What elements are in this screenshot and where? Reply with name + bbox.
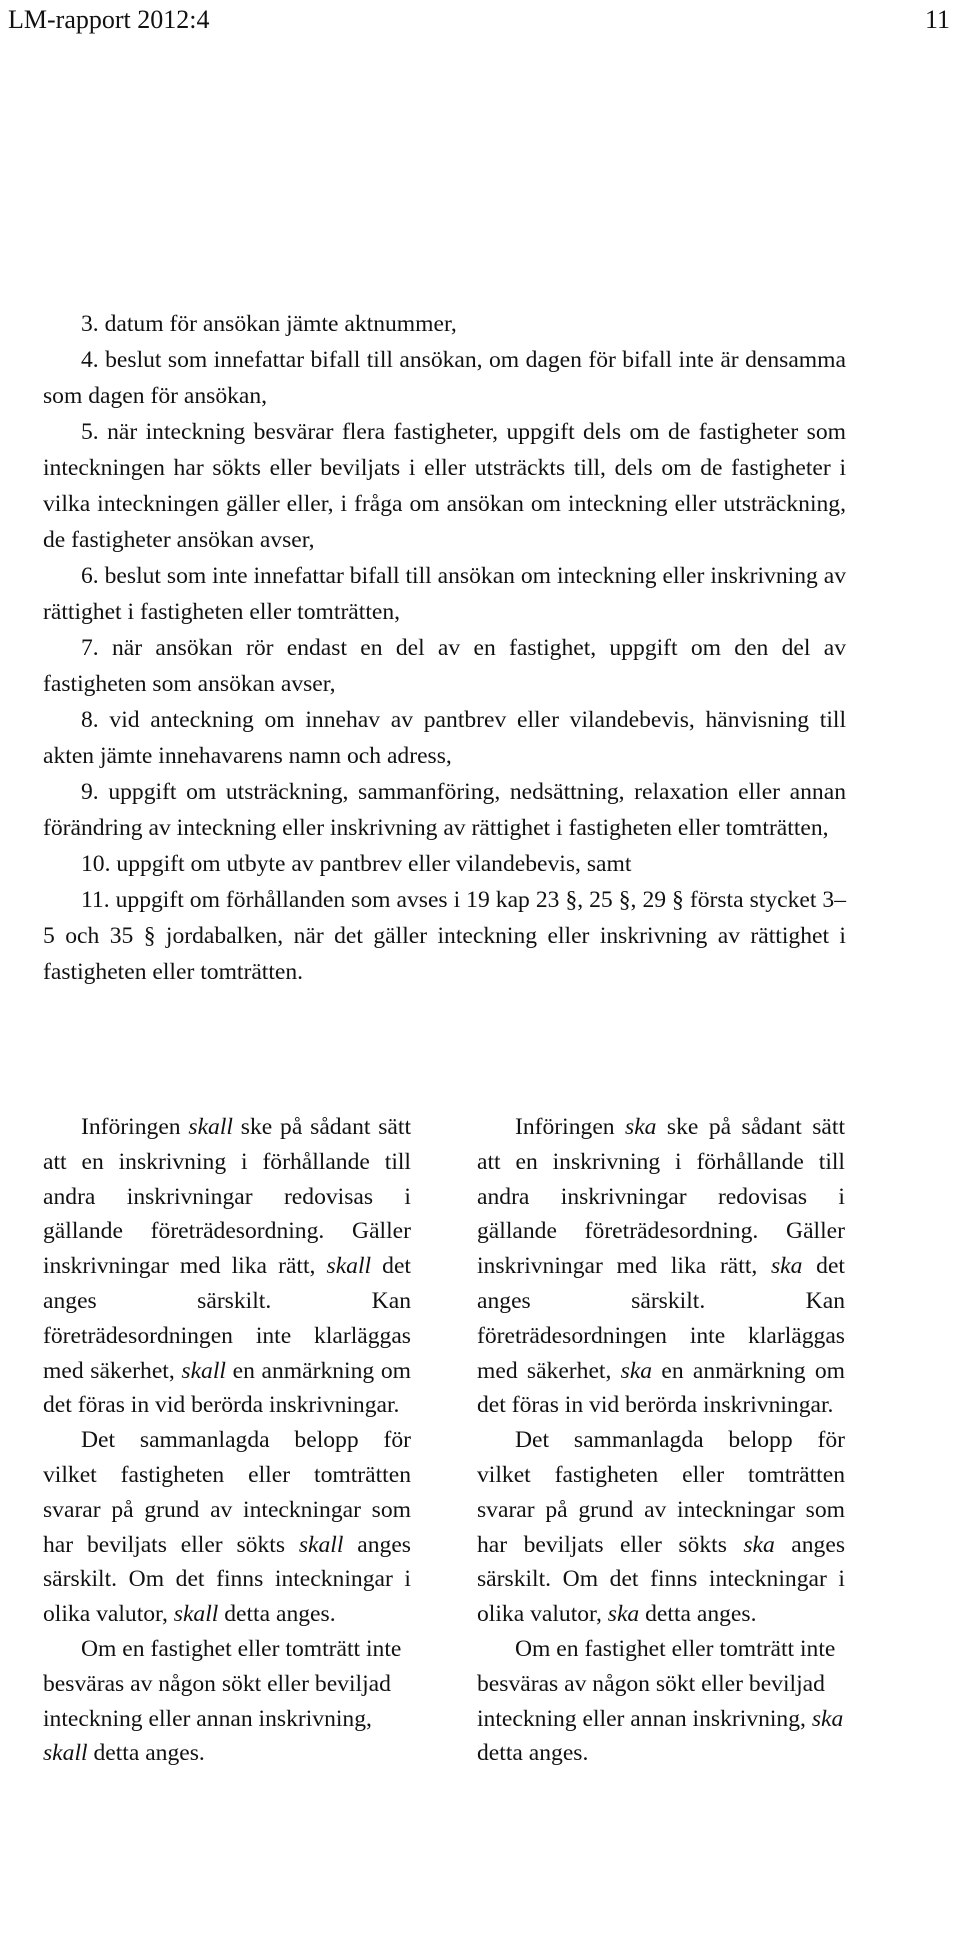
paragraph-total-amount <box>477 1423 845 1632</box>
emphasis: ska <box>625 1114 657 1140</box>
paragraph-no-inscription <box>43 1632 411 1771</box>
list-item-4: 4. beslut som innefattar bifall till ansökan, om dagen för bifall inte är densamma som dagen för ansökan, <box>43 347 846 409</box>
paragraph-total-amount <box>43 1423 411 1632</box>
text-segment: anges särskilt. Om det finns inteckningar i olika valutor, <box>477 1531 845 1628</box>
emphasis: skall <box>173 1601 219 1628</box>
numbered-list <box>43 306 846 990</box>
emphasis: ska <box>607 1601 640 1628</box>
list-item-9: 9. uppgift om utsträckning, sammanföring, nedsättning, relaxation eller annan förändring av inteckning eller inskrivning av rättighet i fastigheten eller tomträtten, <box>43 779 846 841</box>
text-segment: Införingen <box>515 1114 626 1140</box>
emphasis: skall <box>298 1531 344 1558</box>
emphasis: skall <box>181 1357 226 1384</box>
text-segment: Om en fastighet eller tomträtt inte besväras av någon sökt eller beviljad inteckning eller annan inskrivning, <box>43 1635 402 1732</box>
text-segment: Införingen <box>81 1114 189 1140</box>
emphasis: ska <box>743 1531 775 1558</box>
emphasis: skall <box>326 1253 372 1280</box>
text-segment: detta anges. <box>87 1740 205 1767</box>
emphasis: ska <box>771 1253 803 1280</box>
text-segment: Det sammanlagda belopp för vilket fastigheten eller tomträtten svarar på grund av inteckningar som har beviljats eller sökts <box>477 1427 845 1558</box>
text-segment: detta anges. <box>477 1740 589 1767</box>
text-segment: ske på sådant sätt att en inskrivning i förhållande till andra inskrivningar redovisas i gällande företrädesordning. Gäller inskrivningar med lika rätt, <box>43 1114 411 1280</box>
list-item-11: 11. uppgift om förhållanden som avses i 19 kap 23 §, 25 §, 29 § första stycket 3–5 och 35 § jordabalken, när det gäller inteckning eller inskrivning av rättighet i fastigheten eller tomträtten. <box>43 887 846 985</box>
paragraph-ordering <box>477 1110 845 1423</box>
text-segment: en anmärkning om det föras in vid berörda inskrivningar. <box>43 1357 411 1419</box>
report-title: LM-rapport 2012:4 <box>8 5 210 34</box>
list-item-5: 5. när inteckning besvärar flera fastigheter, uppgift dels om de fastigheter som inteckningen har sökts eller beviljats i eller utsträckts till, dels om de fastigheter i vilka inteckningen gäller eller, i fråga om ansökan om inteckning eller utsträckning, de fastigheter ansökan avser, <box>43 419 846 553</box>
list-item-6: 6. beslut som inte innefattar bifall till ansökan om inteckning eller inskrivning av rättighet i fastigheten eller tomträtten, <box>43 563 846 625</box>
text-segment: det anges särskilt. Kan företrädesordningen inte klarläggas med säkerhet, <box>477 1253 845 1384</box>
text-segment: Det sammanlagda belopp för vilket fastigheten eller tomträtten svarar på grund av inteckningar som har beviljats eller sökts <box>43 1427 411 1558</box>
emphasis: ska <box>811 1705 844 1732</box>
proposed-wording-column <box>477 1110 845 1771</box>
list-item-8: 8. vid anteckning om innehav av pantbrev eller vilandebevis, hänvisning till akten jämte innehavarens namn och adress, <box>43 707 846 769</box>
emphasis: skall <box>43 1740 88 1767</box>
text-segment: ske på sådant sätt att en inskrivning i förhållande till andra inskrivningar redovisas i gällande företrädesordning. Gäller inskrivningar med lika rätt, <box>477 1114 845 1280</box>
text-segment: det anges särskilt. Kan företrädesordningen inte klarläggas med säkerhet, <box>43 1253 411 1384</box>
emphasis: ska <box>620 1357 653 1384</box>
paragraph-ordering <box>43 1110 411 1423</box>
list-item-3: 3. datum för ansökan jämte aktnummer, <box>81 311 457 337</box>
emphasis: skall <box>188 1114 233 1140</box>
current-wording-column <box>43 1110 411 1771</box>
text-segment: anges särskilt. Om det finns inteckningar i olika valutor, <box>43 1531 411 1628</box>
text-segment: detta anges. <box>218 1601 336 1628</box>
list-item-10: 10. uppgift om utbyte av pantbrev eller vilandebevis, samt <box>81 851 632 877</box>
text-segment: en anmärkning om det föras in vid berörda inskrivningar. <box>477 1357 846 1419</box>
text-segment: Om en fastighet eller tomträtt inte besväras av någon sökt eller beviljad inteckning eller annan inskrivning, <box>477 1635 836 1732</box>
text-segment: detta anges. <box>639 1601 757 1628</box>
page-number: 11 <box>924 5 950 34</box>
paragraph-no-inscription <box>477 1632 845 1771</box>
list-item-7: 7. när ansökan rör endast en del av en fastighet, uppgift om den del av fastigheten som ansökan avser, <box>43 635 846 697</box>
